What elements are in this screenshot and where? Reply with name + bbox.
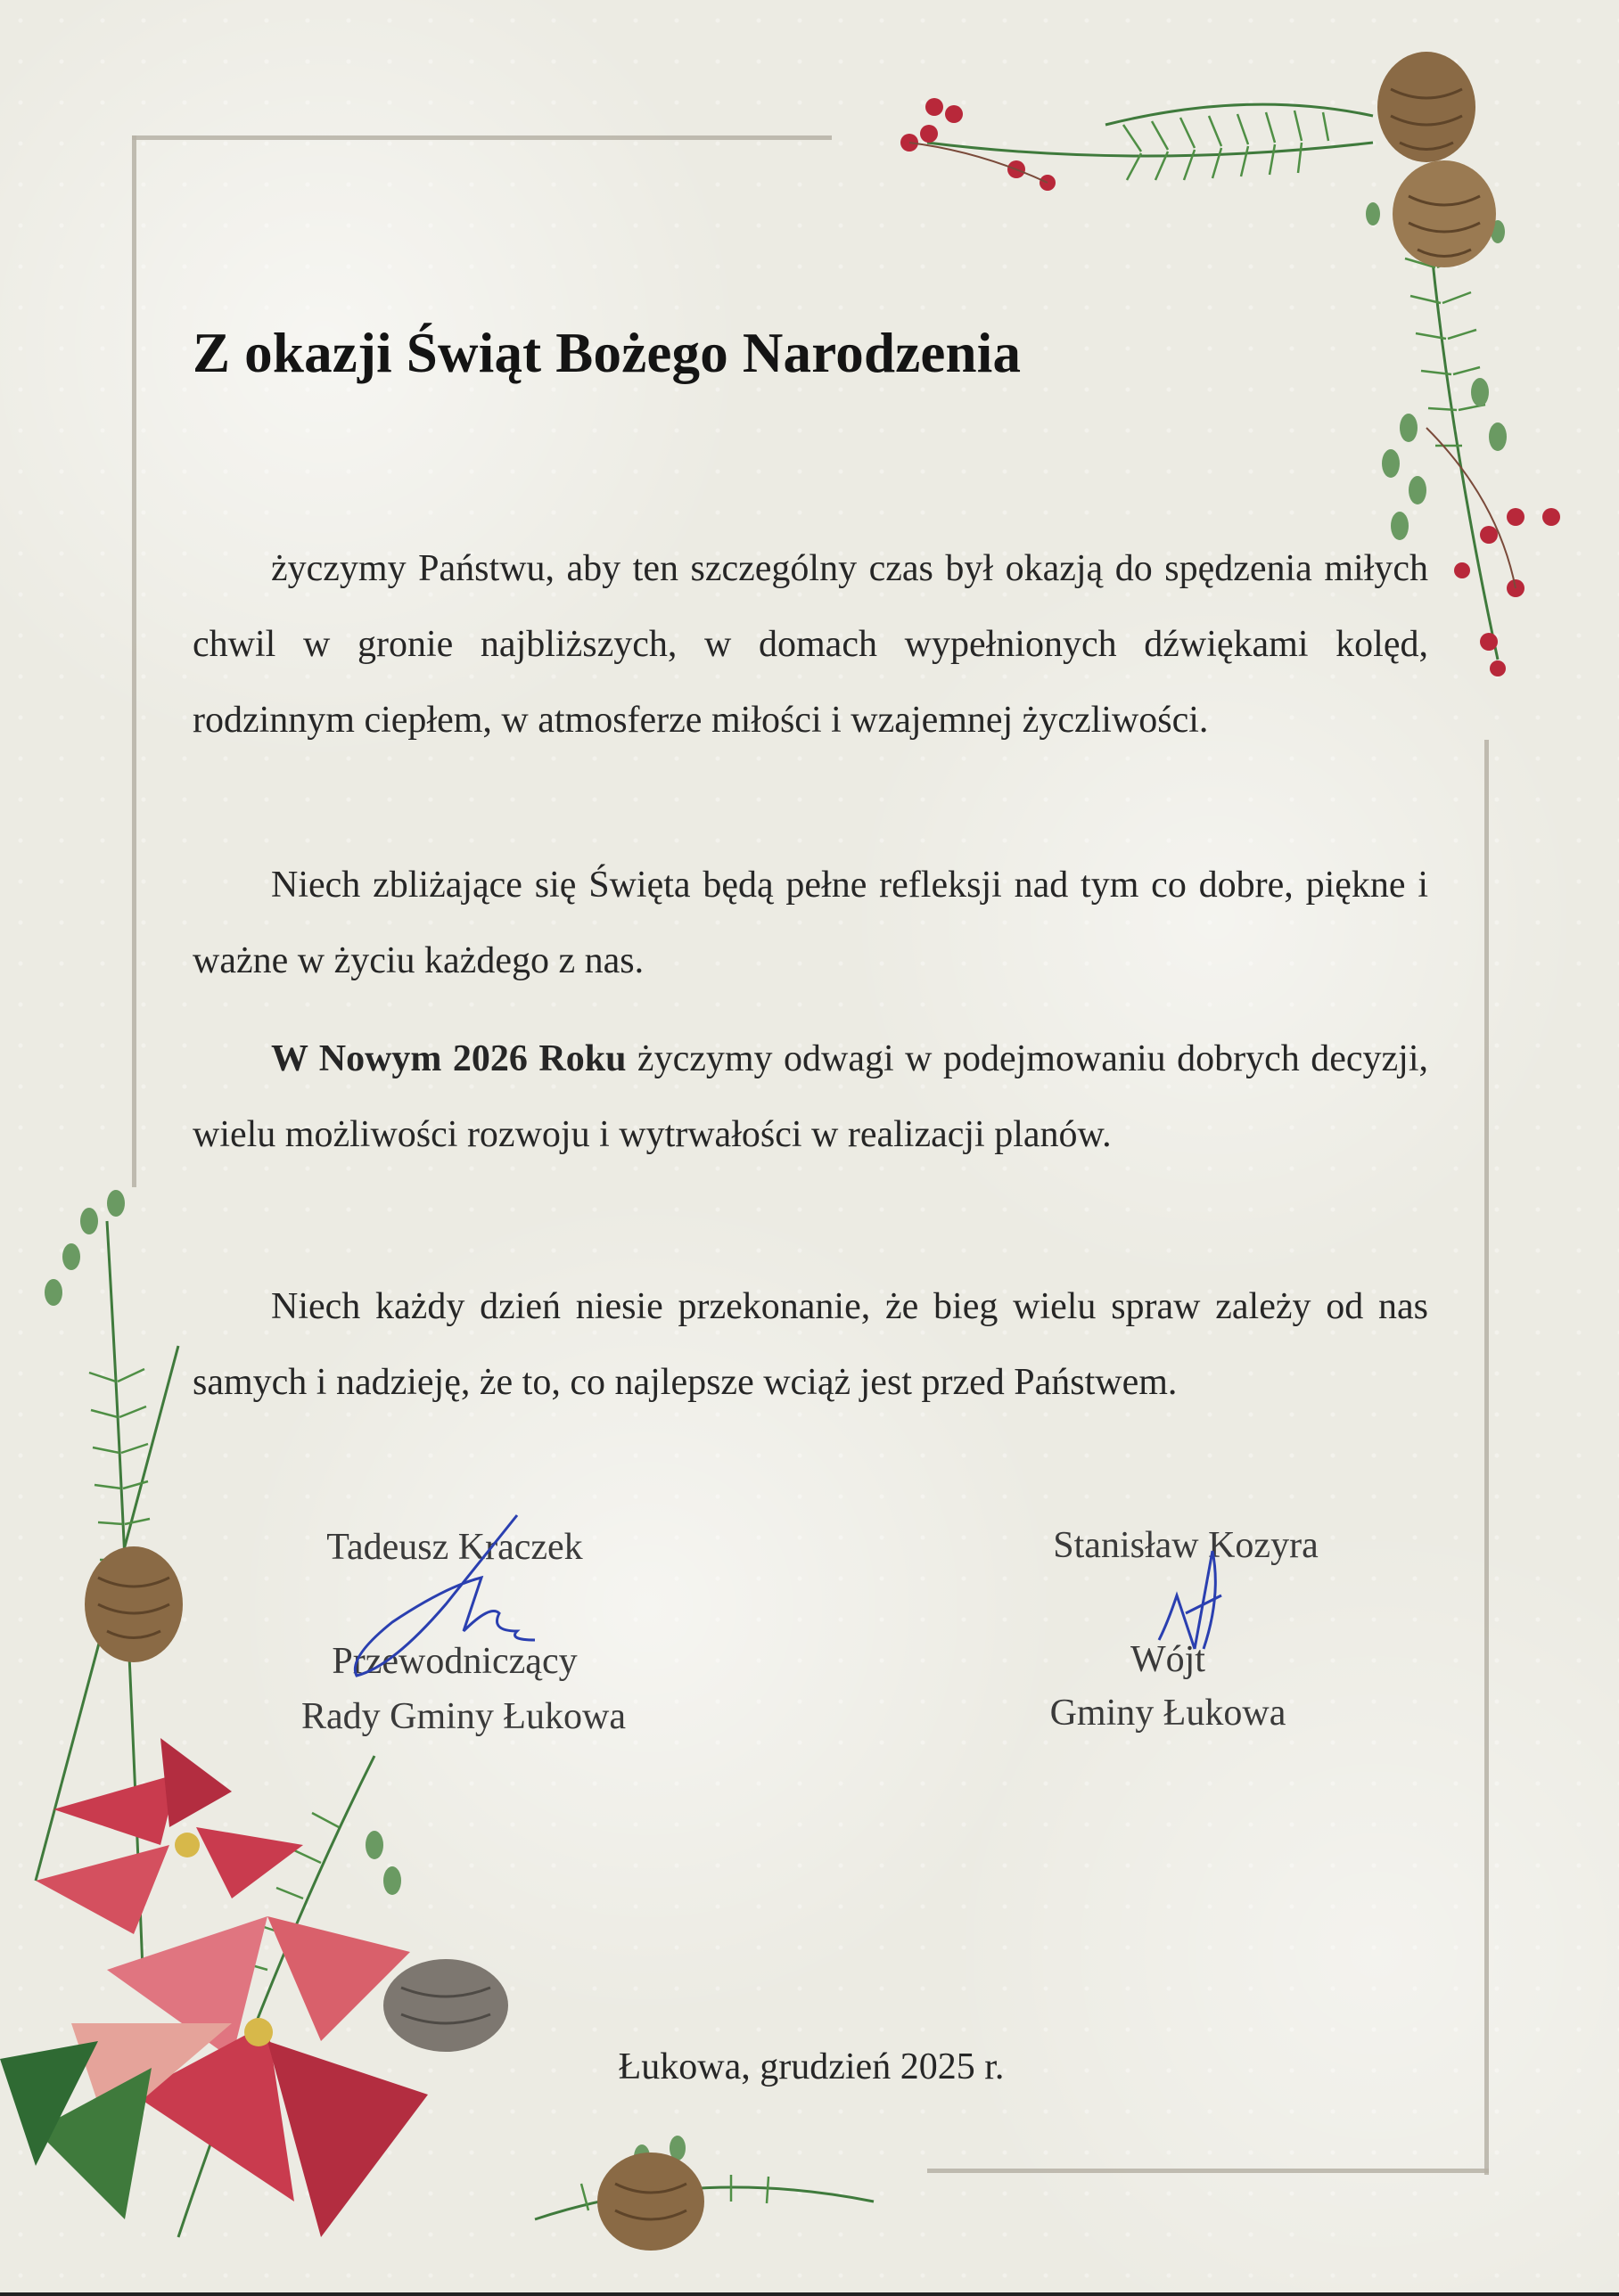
paragraph-3-text: życzymy odwagi w podejmowaniu dobrych decyzji, wielu możliwości rozwoju i wytrwałości w realizacji planów. <box>193 1038 1429 1155</box>
paragraph-2-text: Niech zbliżające się Święta będą pełne refleksji nad tym co dobre, piękne i ważne w życiu każdego z nas. <box>193 865 1428 981</box>
left-signatory-role: Przewodniczący <box>332 1641 578 1682</box>
frame-right-line <box>1484 740 1489 2175</box>
paragraph-3 <box>193 1021 1428 1173</box>
right-signatory-org: Gminy Łukowa <box>1049 1693 1286 1734</box>
place-and-date: Łukowa, grudzień 2025 r. <box>618 2046 1005 2087</box>
signature-icon <box>1141 1542 1248 1667</box>
right-signatory-name: Stanisław Kozyra <box>1053 1525 1319 1566</box>
frame-bottom-line <box>927 2169 1489 2173</box>
pine-cone-icon <box>1377 52 1496 267</box>
poinsettia-flower-icon <box>0 1738 428 2237</box>
signature-icon <box>339 1506 553 1685</box>
letter-title: Z okazji Świąt Bożego Narodzenia <box>193 322 1022 384</box>
frame-left-line <box>132 135 136 1187</box>
left-signatory-org: Rady Gminy Łukowa <box>301 1696 626 1737</box>
frame-top-line <box>132 135 832 140</box>
paragraph-1 <box>193 531 1428 758</box>
page-bottom-rule <box>0 2292 1619 2296</box>
right-signatory-role: Wójt <box>1130 1639 1205 1680</box>
paragraph-1-text: życzymy Państwu, aby ten szczególny czas był okazją do spędzenia miłych chwil w gronie najbliższych, w domach wypełnionych dźwiękami kolęd, rodzinnym ciepłem, w atmosferze miłości i wzajemnej życzliwości. <box>193 548 1428 741</box>
left-signatory-name: Tadeusz Kraczek <box>326 1527 583 1568</box>
paragraph-3-lead: W Nowym 2026 Roku <box>271 1038 627 1079</box>
paragraph-2 <box>193 848 1428 999</box>
paragraph-4-text: Niech każdy dzień niesie przekonanie, że bieg wielu spraw zależy od nas samych i nadzieję, że to, co najlepsze wciąż jest przed Państwem. <box>193 1286 1428 1403</box>
paragraph-4 <box>193 1269 1428 1421</box>
